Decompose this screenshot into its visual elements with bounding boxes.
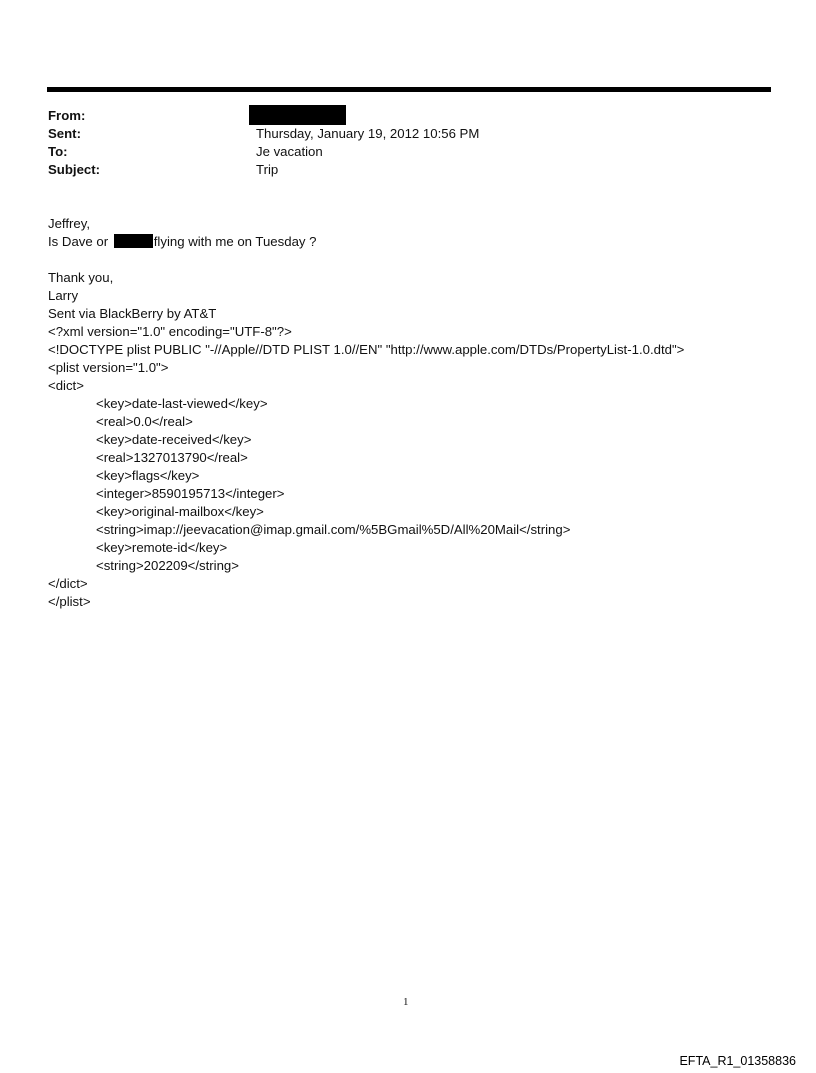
greeting: Jeffrey, <box>48 216 91 231</box>
from-label: From: <box>48 108 86 123</box>
plist-close-tag: </plist> <box>48 594 91 609</box>
signature-line: Sent via BlackBerry by AT&T <box>48 306 217 321</box>
plist-entry: <key>date-last-viewed</key> <box>96 396 268 411</box>
question-end: flying with me on Tuesday ? <box>153 234 317 249</box>
to-label: To: <box>48 144 68 159</box>
doctype-line: <!DOCTYPE plist PUBLIC "-//Apple//DTD PLIST 1.0//EN" "http://www.apple.com/DTDs/PropertyList-1.0.dtd"> <box>48 342 685 357</box>
plist-entry: <key>original-mailbox</key> <box>96 504 264 519</box>
plist-open-tag: <plist version="1.0"> <box>48 360 169 375</box>
plist-entry: <string>imap://jeevacation@imap.gmail.com/%5BGmail%5D/All%20Mail</string> <box>96 522 571 537</box>
thanks-line: Thank you, <box>48 270 114 285</box>
question-start: Is Dave or <box>48 234 112 249</box>
sent-label: Sent: <box>48 126 81 141</box>
plist-entry: <string>202209</string> <box>96 558 239 573</box>
dict-close-tag: </dict> <box>48 576 88 591</box>
plist-entry: <real>1327013790</real> <box>96 450 248 465</box>
subject-label: Subject: <box>48 162 101 177</box>
plist-entry: <key>remote-id</key> <box>96 540 228 555</box>
redacted-name <box>114 234 153 248</box>
dict-open-tag: <dict> <box>48 378 84 393</box>
page-number: 1 <box>403 996 409 1008</box>
redacted-sender <box>249 105 346 125</box>
to-value: Je vacation <box>256 144 323 159</box>
header-rule <box>47 87 771 92</box>
plist-entry: <key>date-received</key> <box>96 432 252 447</box>
plist-entry: <real>0.0</real> <box>96 414 193 429</box>
sent-value: Thursday, January 19, 2012 10:56 PM <box>256 126 480 141</box>
plist-entry: <integer>8590195713</integer> <box>96 486 285 501</box>
question-line <box>48 233 317 251</box>
plist-entry: <key>flags</key> <box>96 468 200 483</box>
subject-value: Trip <box>256 162 279 177</box>
sender-name: Larry <box>48 288 79 303</box>
bates-number: EFTA_R1_01358836 <box>679 1054 796 1068</box>
xml-declaration: <?xml version="1.0" encoding="UTF-8"?> <box>48 324 292 339</box>
